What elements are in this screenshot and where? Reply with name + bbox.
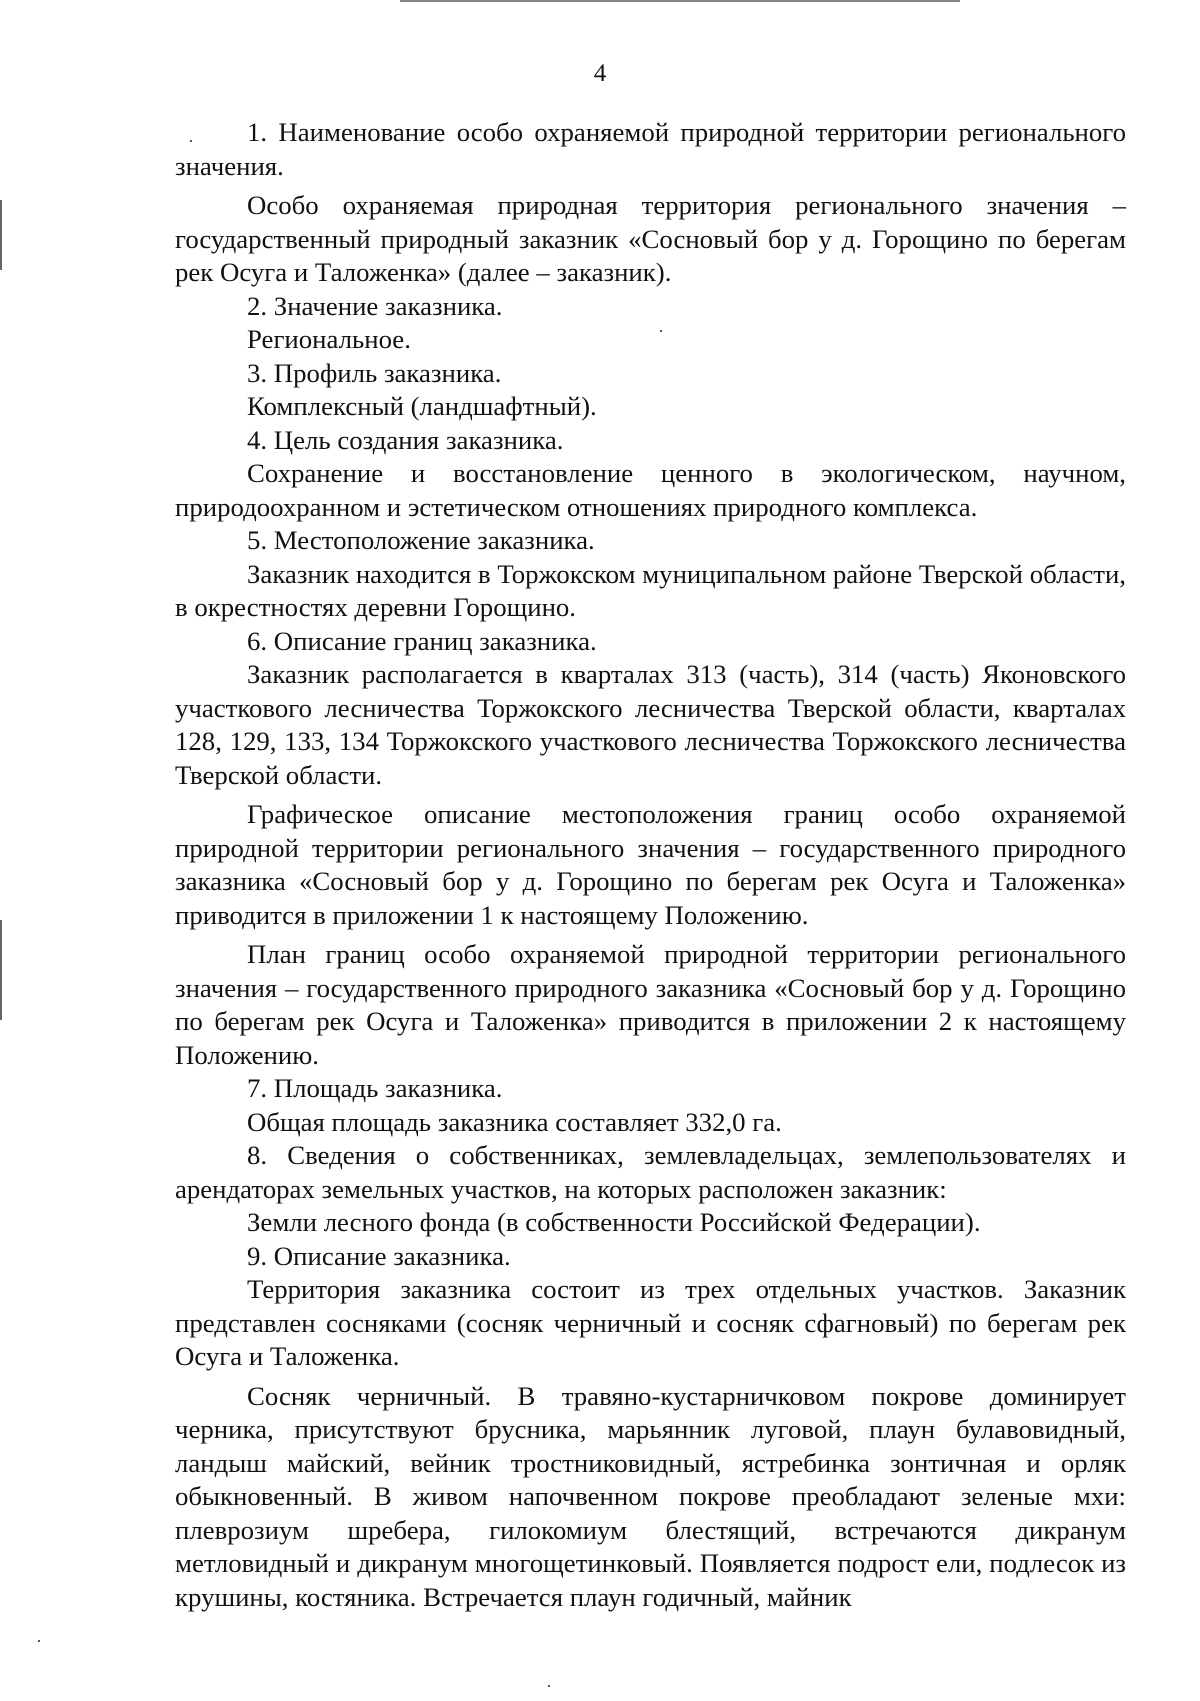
paragraph-section-6-graphic-description: Графическое описание местоположения границ особо охраняемой природной территории регионального значения – государственного природного заказника «Сосновый бор у д. Горощино по берегам рек Осуга и Таложенка» приводится в приложении 1 к настоящему Положению.	[175, 799, 1126, 930]
paragraph-section-2-text: Региональное.	[247, 324, 411, 354]
paragraph-section-9-pine-forest: Сосняк черничный. В травяно-кустарничковом покрове доминирует черника, присутствуют брусника, марьянник луговой, плаун булавовидный, ландыш майский, вейник тростниковидный, ястребинка зонтичная и орляк обыкновенный. В живом напочвенном покрове преобладают зеленые мхи: плеврозиум шребера, гилокомиум блестящий, встречаются дикранум метловидный и дикранум многощетинковый. Появляется подрост ели, подлесок из крушины, костяника. Встречается плаун годичный, майник	[175, 1380, 1126, 1612]
paragraph-section-5-text: Заказник находится в Торжокском муниципальном районе Тверской области, в окрестностях деревни Горощино.	[175, 558, 1126, 622]
paragraph-section-1-text: Особо охраняемая природная территория регионального значения – государственный природный заказник «Сосновый бор у д. Горощино по берегам рек Осуга и Таложенка» (далее – заказник).	[175, 190, 1126, 287]
paragraph-section-4-heading: 4. Цель создания заказника.	[247, 424, 564, 455]
scan-edge-top	[400, 0, 960, 2]
paragraph-section-4-text: Сохранение и восстановление ценного в экологическом, научном, природоохранном и эстетическом отношениях природного комплекса.	[175, 458, 1126, 522]
document-body	[175, 116, 1126, 1614]
paragraph-section-7-text: Общая площадь заказника составляет 332,0 га.	[247, 1106, 782, 1137]
paragraph-section-6-boundary-plan: План границ особо охраняемой природной территории регионального значения – государственного природного заказника «Сосновый бор у д. Горощино по берегам рек Осуга и Таложенка» приводится в приложении 2 к настоящему Положению.	[175, 939, 1126, 1070]
scan-speck	[38, 1640, 40, 1642]
page-number: 4	[593, 60, 607, 87]
paragraph-section-9-heading: 9. Описание заказника.	[247, 1240, 511, 1271]
paragraph-section-5-heading: 5. Местоположение заказника.	[247, 525, 595, 555]
paragraph-section-2-heading: 2. Значение заказника.	[247, 290, 503, 321]
paragraph-section-1-heading: 1. Наименование особо охраняемой природной территории регионального значения.	[175, 117, 1126, 181]
scan-edge-left-lower	[0, 920, 2, 1020]
paragraph-section-3-heading: 3. Профиль заказника.	[247, 357, 502, 388]
paragraph-section-6-text: Заказник располагается в кварталах 313 (часть), 314 (часть) Яконовского участкового лесничества Торжокского лесничества Тверской области, кварталах 128, 129, 133, 134 Торжокского участкового лесничества Торжокского лесничества Тверской области.	[175, 659, 1126, 790]
paragraph-section-8-text: Земли лесного фонда (в собственности Российской Федерации).	[247, 1207, 981, 1237]
scan-speck	[548, 1685, 550, 1687]
paragraph-section-6-heading: 6. Описание границ заказника.	[247, 625, 597, 656]
paragraph-section-9-text: Территория заказника состоит из трех отдельных участков. Заказник представлен сосняками (сосняк черничный и сосняк сфагновый) по берегам рек Осуга и Таложенка.	[175, 1274, 1126, 1371]
scan-edge-left	[0, 200, 2, 270]
paragraph-section-3-text: Комплексный (ландшафтный).	[247, 391, 597, 421]
paragraph-section-8-heading: 8. Сведения о собственниках, землевладельцах, землепользователях и арендаторах земельных участков, на которых расположен заказник:	[175, 1140, 1126, 1204]
paragraph-section-7-heading: 7. Площадь заказника.	[247, 1073, 503, 1103]
